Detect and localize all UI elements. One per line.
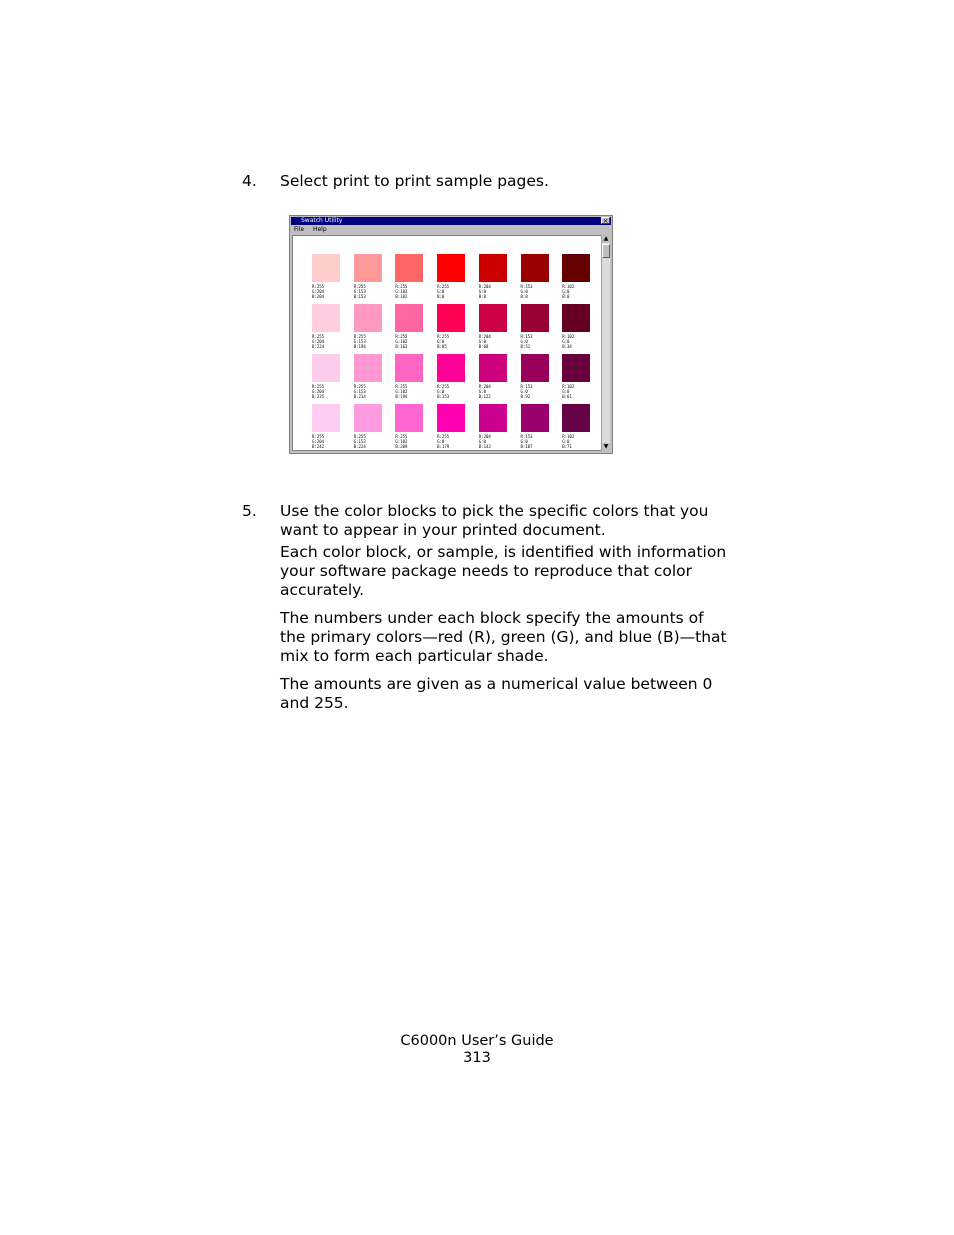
swatch-rgb-label: R:255 G:102 B:102 [395,284,408,299]
swatch-rgb-label: R:204 G:0 B:122 [478,384,491,399]
color-swatch [562,254,590,282]
color-swatch [354,404,382,432]
swatch-canvas [292,235,603,451]
swatch-rgb-label: R:255 G:102 B:209 [395,434,408,449]
swatch-rgb-label: R:153 G:0 B:51 [520,334,533,349]
swatch-rgb-label: R:255 G:153 B:224 [353,434,366,449]
step-number: 4. [242,172,257,190]
scroll-thumb[interactable] [602,244,610,258]
color-swatch [354,304,382,332]
swatch-rgb-label: R:255 G:102 B:163 [395,334,408,349]
color-swatch [312,304,340,332]
color-swatch [395,304,423,332]
step-text: Select print to print sample pages. [280,172,549,190]
swatch-rgb-label: R:255 G:204 B:204 [312,284,325,299]
color-swatch [562,404,590,432]
swatch-rgb-label: R:102 G:0 B:0 [562,284,575,299]
color-swatch [354,254,382,282]
color-swatch [479,304,507,332]
swatch-rgb-label: R:255 G:0 B:153 [437,384,450,399]
color-swatch [395,254,423,282]
swatch-rgb-label: R:153 G:0 B:92 [520,384,533,399]
color-swatch [562,354,590,382]
color-swatch [437,404,465,432]
swatch-utility-window [289,215,613,454]
swatch-rgb-label: R:255 G:204 B:235 [312,384,325,399]
scroll-up-icon[interactable]: ▲ [603,235,609,242]
color-swatch [437,354,465,382]
swatch-rgb-label: R:255 G:153 B:153 [353,284,366,299]
swatch-rgb-label: R:255 G:102 B:194 [395,384,408,399]
step-body [280,172,732,200]
close-icon[interactable]: × [602,217,609,225]
step-paragraph: Use the color blocks to pick the specific colors that you want to appear in your printed document. [280,502,709,539]
swatch-rgb-label: R:153 G:0 B:0 [520,284,533,299]
swatch-rgb-label: R:102 G:0 B:71 [562,434,575,449]
color-swatch [312,404,340,432]
swatch-rgb-label: R:255 G:204 B:242 [312,434,325,449]
menu-bar [294,226,334,234]
swatch-rgb-label: R:204 G:0 B:0 [478,284,491,299]
color-swatch [437,254,465,282]
menu-help[interactable]: Help [312,226,327,233]
swatch-rgb-label: R:204 G:0 B:143 [478,434,491,449]
step-paragraph: The numbers under each block specify the amounts of the primary colors—red (R), green (G), and blue (B)—that mix to form each particular shade. [280,609,727,665]
swatch-rgb-label: R:102 G:0 B:61 [562,384,575,399]
swatch-rgb-label: R:204 G:0 B:68 [478,334,491,349]
color-swatch [354,354,382,382]
color-swatch [395,354,423,382]
footer-guide-title: C6000n User’s Guide [400,1033,554,1049]
swatch-rgb-label: R:255 G:0 B:179 [437,434,450,449]
swatch-rgb-label: R:255 G:204 B:224 [312,334,325,349]
color-swatch [521,254,549,282]
step-body [280,502,732,722]
swatch-rgb-label: R:255 G:153 B:194 [353,334,366,349]
color-swatch [312,254,340,282]
swatch-rgb-label: R:102 G:0 B:34 [562,334,575,349]
color-swatch [562,304,590,332]
step-number: 5. [242,502,257,520]
swatch-rgb-label: R:255 G:0 B:85 [437,334,450,349]
color-swatch [479,404,507,432]
color-swatch [521,304,549,332]
color-swatch [479,354,507,382]
color-swatch [395,404,423,432]
color-swatch [479,254,507,282]
step-paragraph: The amounts are given as a numerical value between 0 and 255. [280,675,713,712]
footer-page-number: 313 [463,1050,491,1066]
color-swatch [521,354,549,382]
menu-file[interactable]: File [294,226,305,233]
step-paragraph: Each color block, or sample, is identified with information your software package needs to reproduce that color accurately. [280,543,727,599]
color-swatch [437,304,465,332]
swatch-rgb-label: R:153 G:0 B:107 [520,434,533,449]
window-title: Swatch Utility [301,217,343,224]
vertical-scrollbar[interactable] [601,235,610,451]
window-titlebar [291,217,611,225]
swatch-rgb-label: R:255 G:153 B:214 [353,384,366,399]
color-swatch [312,354,340,382]
scroll-down-icon[interactable]: ▼ [603,443,609,450]
swatch-rgb-label: R:255 G:0 B:0 [437,284,450,299]
color-swatch [521,404,549,432]
